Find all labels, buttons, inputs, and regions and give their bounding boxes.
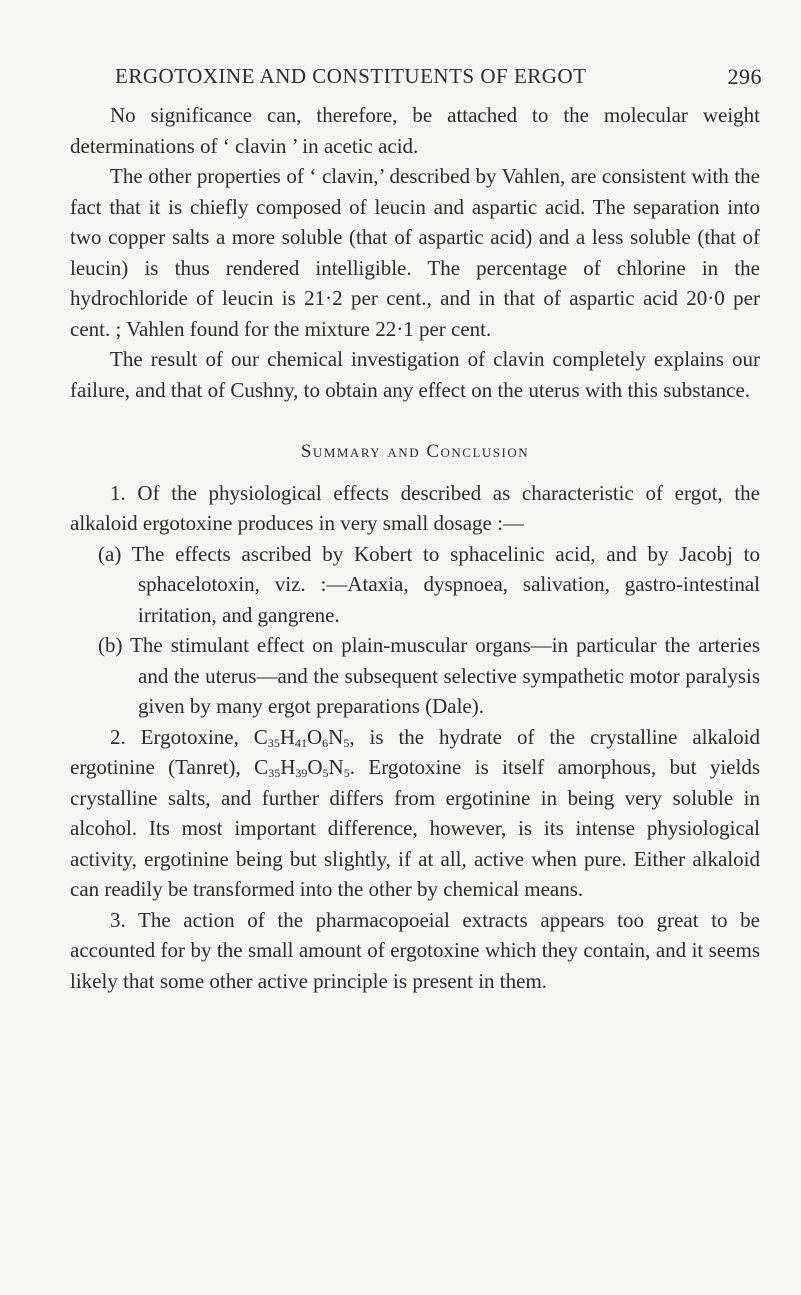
formula-subscript: 35 [267, 735, 280, 750]
item-2-text-c: . Ergotoxine is itself amorphous, but yields crystalline salts, and further differs from ergotinine in being very soluble in alcohol. Its most important difference, however, is its intense physiological activity, ergotinine being but slightly, if at all, active when pure. Either alkaloid can readily be transformed into the other by chemical means. [70, 755, 760, 901]
formula-subscript: 35 [268, 766, 281, 780]
formula-element: H [279, 724, 295, 749]
formula-element: O [306, 724, 323, 749]
formula-subscript: 5 [343, 766, 350, 780]
formula-element: O [307, 755, 323, 779]
item-2-text-a: 2. Ergotoxine, C [110, 724, 268, 749]
page-number: 296 [727, 64, 762, 89]
formula-element: N [328, 724, 344, 749]
summary-item-1a [98, 539, 760, 631]
summary-item-1b [98, 630, 760, 722]
summary-item-1: 1. Of the physiological effects described as characteristic of ergot, the alkaloid ergotoxine produces in very small dosage :— [70, 480, 760, 535]
summary-item-3: 3. The action of the pharmacopoeial extracts appears too great to be accounted for by the small amount of ergotoxine which they contain, and it seems likely that some other active principle is present in them. [70, 907, 760, 993]
formula-element: N [328, 755, 344, 779]
item-1a-label: (a) [98, 541, 122, 566]
running-header [110, 60, 762, 100]
section-heading: Summary and Conclusion [300, 441, 530, 462]
item-2-text-b: , is the hydrate of the crystalline alkaloid ergotinine (Tanret), C [70, 724, 760, 779]
formula-subscript: 39 [295, 766, 308, 780]
formula-element: H [280, 755, 296, 779]
formula-subscript: 5 [343, 735, 350, 750]
body-text [70, 100, 760, 996]
item-1a-text: The effects ascribed by Kobert to sphacelinic acid, and by Jacobj to sphacelotoxin, viz. :—Ataxia, dyspnoea, salivation, gastro-intestinal irritation, and gangrene. [121, 541, 760, 627]
paragraph-1: No significance can, therefore, be attached to the molecular weight determinations of ‘ clavin ’ in acetic acid. [70, 103, 760, 158]
paragraph-2: The other properties of ‘ clavin,’ described by Vahlen, are consistent with the fact that it is chiefly composed of leucin and aspartic acid. The separation into two copper salts a more soluble (that of aspartic acid) and a less soluble (that of leucin) is thus rendered intelligible. The percentage of chlorine in the hydrochloride of leucin is 21·2 per cent., and in that of aspartic acid 20·0 per cent. ; Vahlen found for the mixture 22·1 per cent. [70, 164, 760, 341]
item-1b-text: The stimulant effect on plain-muscular organs—in particular the arteries and the uterus—and the subsequent selective sympathetic motor paralysis given by many ergot preparations (Dale). [122, 633, 760, 718]
running-title: ERGOTOXINE AND CONSTITUENTS OF ERGOT [115, 64, 587, 88]
item-1b-label: (b) [98, 633, 123, 657]
summary-item-2 [70, 722, 760, 905]
formula-subscript: 6 [322, 735, 329, 750]
formula-subscript: 5 [322, 766, 329, 780]
formula-subscript: 41 [294, 735, 307, 750]
paragraph-3: The result of our chemical investigation of clavin completely explains our failure, and that of Cushny, to obtain any effect on the uterus with this substance. [70, 347, 760, 402]
